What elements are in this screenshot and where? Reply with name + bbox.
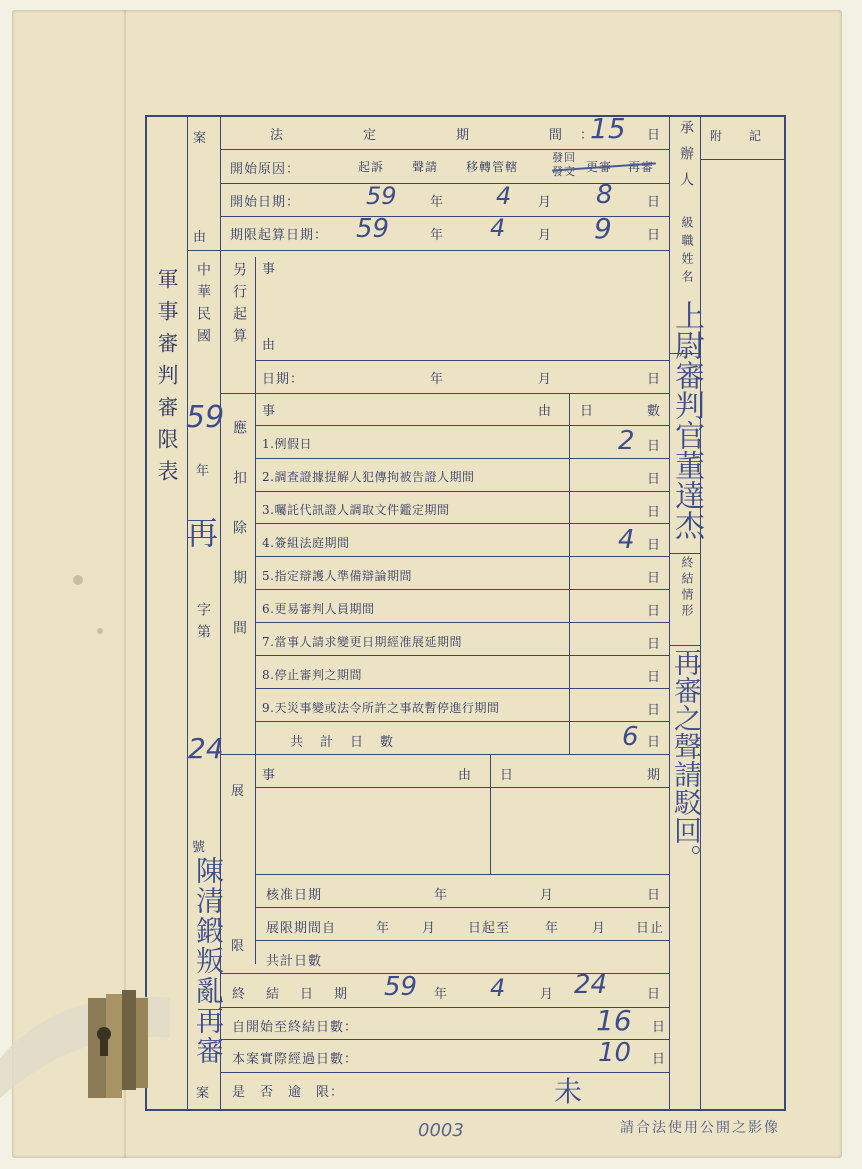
reason-option-5: 發交	[552, 165, 576, 178]
deduction-item-unit: 日	[647, 604, 662, 619]
deduction-item-unit: 日	[647, 439, 662, 454]
deadline-start-label: 期限起算日期：	[230, 228, 329, 243]
end-date-y: 年	[434, 987, 449, 1002]
hw-number: 24	[188, 732, 224, 765]
extension-period-label: 展限期間自	[266, 921, 337, 936]
deadline-start-day: 9	[594, 212, 612, 245]
deduction-header-you: 由	[538, 404, 553, 419]
legal-period-label: 法 定 期 間：	[270, 128, 612, 143]
reason-option-2: 聲請	[412, 160, 439, 174]
hw-year: 59	[186, 400, 225, 435]
end-date-day: 24	[574, 970, 608, 1000]
ext-header-ri: 日	[500, 768, 515, 783]
deduction-item-label: 2.調查證據提解人犯傳拘被告證人期間	[262, 470, 475, 484]
start-date-label: 開始日期：	[230, 195, 301, 210]
deadline-start-d: 日	[647, 228, 662, 243]
zi-di-label: 字第	[195, 602, 211, 646]
deduction-item-unit: 日	[647, 571, 662, 586]
days-start-end-value: 16	[596, 1004, 632, 1037]
deduction-item-unit: 日	[647, 505, 662, 520]
deduction-item-unit: 日	[647, 703, 662, 718]
deduction-item-label: 4.簽組法庭期間	[262, 536, 350, 550]
approve-d: 日	[647, 888, 662, 903]
ext-period-y2: 年	[545, 921, 560, 936]
separate-date-label: 日期：	[262, 372, 305, 387]
separate-shi: 事	[262, 262, 277, 277]
case-header: 案	[193, 131, 208, 146]
deduction-item-unit: 日	[647, 670, 662, 685]
deduction-item-label: 5.指定辯護人準備辯論期間	[262, 569, 412, 583]
start-date-d: 日	[647, 195, 662, 210]
roc-label: 中華民國	[195, 262, 211, 350]
legal-period-unit: 日	[647, 128, 662, 143]
form-title: 軍事審判審限表	[155, 268, 179, 492]
separate-m: 月	[538, 372, 553, 387]
deduction-item-value: 4	[618, 525, 635, 555]
end-date-label: 終 結 日 期	[232, 987, 352, 1002]
deduction-total-label: 共 計 日 數	[290, 735, 396, 750]
deadline-start-y: 年	[430, 228, 445, 243]
deduction-header-ri: 日	[580, 404, 595, 419]
ext-period-m: 月	[422, 921, 437, 936]
deduction-header-shu: 數	[647, 404, 662, 419]
handler-rank-label: 級職姓名	[680, 216, 694, 288]
extension-side-bottom: 限	[231, 939, 246, 954]
separate-you: 由	[262, 338, 277, 353]
end-date-m: 月	[540, 987, 555, 1002]
actual-days-label: 本案實際經過日數：	[232, 1052, 359, 1067]
reason-option-3: 移轉管轄	[466, 160, 519, 174]
conclusion-value: 再審之聲請駁回。	[670, 648, 703, 872]
start-reason-label: 開始原因：	[230, 162, 301, 177]
actual-days-unit: 日	[652, 1052, 667, 1067]
deduction-item-label: 1.例假日	[262, 437, 312, 451]
ext-header-qi: 期	[647, 768, 662, 783]
conclusion-header: 終結情形	[680, 556, 694, 620]
ext-period-from: 日起至	[468, 921, 511, 936]
approve-y: 年	[434, 888, 449, 903]
deadline-start-month: 4	[490, 214, 506, 242]
case-header-you: 由	[193, 230, 208, 245]
deduction-total-unit: 日	[647, 735, 662, 750]
actual-days-value: 10	[598, 1038, 632, 1068]
page-number: 0003	[418, 1120, 464, 1141]
reason-option-7: 再審	[628, 160, 655, 174]
start-date-month: 4	[496, 182, 512, 210]
start-date-y: 年	[430, 195, 445, 210]
days-start-end-label: 自開始至終結日數：	[232, 1020, 359, 1035]
watermark-text: 請合法使用公開之影像	[620, 1120, 780, 1136]
start-date-m: 月	[538, 195, 553, 210]
case-char-bottom: 案	[196, 1086, 211, 1101]
ext-header-you: 由	[458, 768, 473, 783]
deadline-start-m: 月	[538, 228, 553, 243]
reason-option-1: 起訴	[358, 160, 385, 174]
ext-period-m2: 月	[592, 921, 607, 936]
hw-case-char: 再	[186, 514, 219, 552]
deduction-item-unit: 日	[647, 538, 662, 553]
deduction-item-label: 8.停止審判之期間	[262, 668, 362, 682]
hao-char: 號	[192, 840, 207, 855]
deduction-item-label: 9.天災事變或法令所許之事故暫停進行期間	[262, 701, 500, 715]
reason-option-6: 更審	[586, 160, 613, 174]
deduction-item-unit: 日	[647, 637, 662, 652]
ext-period-y: 年	[376, 921, 391, 936]
remarks-header: 附 記	[710, 129, 763, 143]
deduction-item-label: 6.更易審判人員期間	[262, 602, 375, 616]
deduction-item-value: 2	[618, 426, 635, 456]
deduction-item-label: 3.囑託代訊證人調取文件鑑定期間	[262, 503, 450, 517]
separate-side-label: 另行起算	[231, 262, 247, 350]
deduction-header-shi: 事	[262, 404, 277, 419]
handler-header: 承辦人	[678, 120, 694, 198]
approve-m: 月	[540, 888, 555, 903]
ext-header-shi: 事	[262, 768, 277, 783]
end-date-d: 日	[647, 987, 662, 1002]
overdue-label: 是 否 逾 限：	[232, 1085, 345, 1100]
extension-total-label: 共計日數	[266, 954, 323, 969]
handler-name: 上尉審判官董達杰	[669, 300, 704, 540]
separate-d: 日	[647, 372, 662, 387]
deduction-side-label: 應扣除期間	[231, 420, 247, 670]
start-date-day: 8	[596, 180, 613, 210]
approve-date-label: 核准日期	[266, 888, 323, 903]
start-date-year: 59	[366, 182, 397, 210]
end-date-year: 59	[384, 972, 418, 1002]
deadline-start-year: 59	[356, 214, 390, 244]
deduction-total-value: 6	[622, 722, 639, 752]
days-start-end-unit: 日	[652, 1020, 667, 1035]
extension-side-top: 展	[231, 784, 246, 799]
archive-logo	[0, 978, 175, 1108]
hw-case-name: 陳清鍛叛亂再審	[192, 856, 225, 1066]
year-char: 年	[196, 464, 211, 479]
overdue-value: 未	[554, 1075, 583, 1108]
end-date-month: 4	[490, 974, 506, 1002]
ext-period-to: 日止	[636, 921, 665, 936]
separate-y: 年	[430, 372, 445, 387]
deduction-item-unit: 日	[647, 472, 662, 487]
legal-period-value: 15	[590, 112, 626, 145]
reason-option-4: 發回	[552, 151, 576, 164]
deduction-item-label: 7.當事人請求變更日期經准展延期間	[262, 635, 462, 649]
